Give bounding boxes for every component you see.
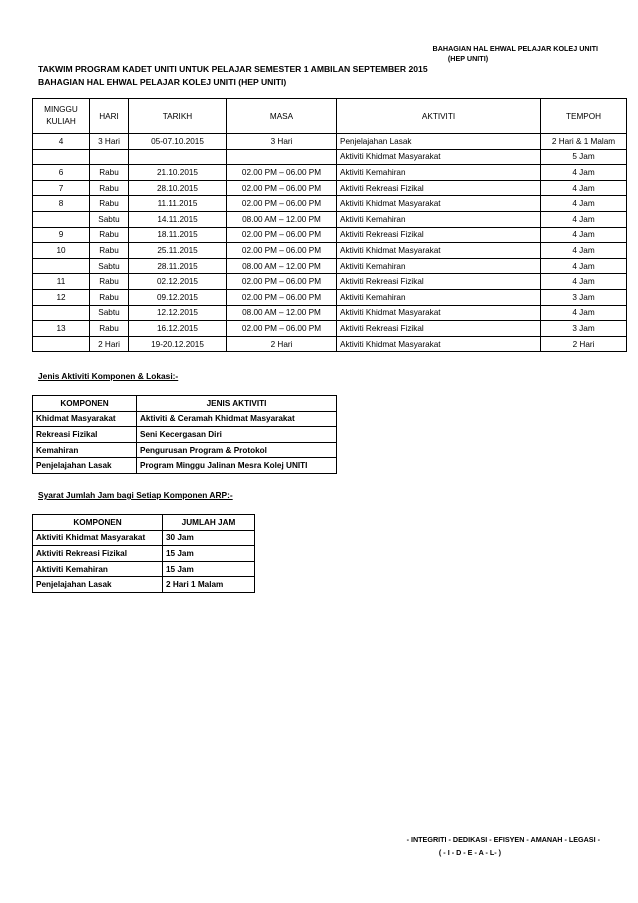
schedule-row (33, 258, 627, 274)
institution-name: BAHAGIAN HAL EHWAL PELAJAR KOLEJ UNITI (432, 44, 598, 53)
cell-minggu: 10 (33, 243, 90, 259)
cell-hari: Sabtu (90, 258, 129, 274)
cell-tempoh: 4 Jam (541, 243, 627, 259)
component-activity-row (33, 442, 337, 458)
cell-hari (90, 149, 129, 165)
cell-jumlah-jam: 2 Hari 1 Malam (163, 577, 255, 593)
cell-tempoh: 4 Jam (541, 305, 627, 321)
hour-requirement-row (33, 530, 255, 546)
hour-requirement-row (33, 546, 255, 562)
institution-header (338, 44, 598, 64)
cell-minggu (33, 305, 90, 321)
hour-requirement-row (33, 577, 255, 593)
cell-minggu: 7 (33, 180, 90, 196)
cell-tempoh: 4 Jam (541, 165, 627, 181)
cell-aktiviti: Aktiviti Kemahiran (337, 165, 541, 181)
component-activity-row (33, 411, 337, 427)
cell-aktiviti: Aktiviti Khidmat Masyarakat (337, 305, 541, 321)
component-activity-body (33, 411, 337, 473)
cell-hari: Sabtu (90, 211, 129, 227)
footer-motto (340, 833, 600, 859)
cell-tempoh: 4 Jam (541, 274, 627, 290)
cell-komponen: Penjelajahan Lasak (33, 458, 137, 474)
schedule-row (33, 227, 627, 243)
cell-masa: 08.00 AM – 12.00 PM (227, 305, 337, 321)
schedule-header-row (33, 99, 627, 134)
col-tarikh-header: TARIKH (129, 99, 227, 134)
cell-komponen: Aktiviti Khidmat Masyarakat (33, 530, 163, 546)
component-activity-table (32, 395, 337, 474)
col-jenis-header: JENIS AKTIVITI (137, 396, 337, 412)
cell-komponen: Khidmat Masyarakat (33, 411, 137, 427)
cell-tempoh: 3 Jam (541, 321, 627, 337)
cell-tarikh: 11.11.2015 (129, 196, 227, 212)
cell-hari: Rabu (90, 227, 129, 243)
cell-tarikh: 14.11.2015 (129, 211, 227, 227)
cell-komponen: Kemahiran (33, 442, 137, 458)
cell-minggu (33, 149, 90, 165)
cell-masa: 02.00 PM – 06.00 PM (227, 321, 337, 337)
cell-minggu: 9 (33, 227, 90, 243)
cell-aktiviti: Aktiviti Rekreasi Fizikal (337, 321, 541, 337)
schedule-row (33, 336, 627, 352)
document-title-line2: BAHAGIAN HAL EHWAL PELAJAR KOLEJ UNITI (HEP UNITI) (38, 77, 287, 87)
col-aktiviti-header: AKTIVITI (337, 99, 541, 134)
cell-masa: 08.00 AM – 12.00 PM (227, 211, 337, 227)
hour-requirement-body (33, 530, 255, 592)
cell-jenis-aktiviti: Aktiviti & Ceramah Khidmat Masyarakat (137, 411, 337, 427)
col-hari-header: HARI (90, 99, 129, 134)
schedule-row (33, 180, 627, 196)
cell-tempoh: 4 Jam (541, 211, 627, 227)
schedule-row (33, 305, 627, 321)
cell-tempoh: 4 Jam (541, 227, 627, 243)
cell-tarikh: 28.11.2015 (129, 258, 227, 274)
schedule-row (33, 165, 627, 181)
cell-aktiviti: Aktiviti Khidmat Masyarakat (337, 196, 541, 212)
cell-tarikh: 18.11.2015 (129, 227, 227, 243)
cell-jenis-aktiviti: Pengurusan Program & Protokol (137, 442, 337, 458)
cell-masa: 2 Hari (227, 336, 337, 352)
cell-masa: 02.00 PM – 06.00 PM (227, 180, 337, 196)
cell-aktiviti: Aktiviti Kemahiran (337, 258, 541, 274)
col-komponen3-header: KOMPONEN (33, 515, 163, 531)
cell-tarikh: 09.12.2015 (129, 289, 227, 305)
cell-tarikh: 12.12.2015 (129, 305, 227, 321)
cell-aktiviti: Aktiviti Kemahiran (337, 289, 541, 305)
cell-jumlah-jam: 15 Jam (163, 561, 255, 577)
cell-tempoh: 5 Jam (541, 149, 627, 165)
cell-jumlah-jam: 15 Jam (163, 546, 255, 562)
col-masa-header: MASA (227, 99, 337, 134)
cell-tarikh: 02.12.2015 (129, 274, 227, 290)
cell-tarikh: 28.10.2015 (129, 180, 227, 196)
cell-minggu: 12 (33, 289, 90, 305)
cell-masa: 3 Hari (227, 134, 337, 150)
cell-masa (227, 149, 337, 165)
component-activity-header-row (33, 396, 337, 412)
schedule-body (33, 134, 627, 352)
cell-tempoh: 4 Jam (541, 258, 627, 274)
cell-aktiviti: Aktiviti Rekreasi Fizikal (337, 274, 541, 290)
col-komponen-header: KOMPONEN (33, 396, 137, 412)
cell-tarikh: 21.10.2015 (129, 165, 227, 181)
cell-minggu: 8 (33, 196, 90, 212)
cell-aktiviti: Aktiviti Khidmat Masyarakat (337, 243, 541, 259)
cell-tarikh: 05-07.10.2015 (129, 134, 227, 150)
cell-aktiviti: Aktiviti Kemahiran (337, 211, 541, 227)
cell-masa: 08.00 AM – 12.00 PM (227, 258, 337, 274)
schedule-row (33, 274, 627, 290)
section2-title: Jenis Aktiviti Komponen & Lokasi:- (38, 371, 179, 381)
cell-masa: 02.00 PM – 06.00 PM (227, 227, 337, 243)
cell-tarikh: 16.12.2015 (129, 321, 227, 337)
cell-tarikh: 19-20.12.2015 (129, 336, 227, 352)
col-tempoh-header: TEMPOH (541, 99, 627, 134)
schedule-row (33, 149, 627, 165)
cell-aktiviti: Aktiviti Khidmat Masyarakat (337, 149, 541, 165)
cell-minggu (33, 258, 90, 274)
schedule-row (33, 211, 627, 227)
cell-minggu: 11 (33, 274, 90, 290)
cell-aktiviti: Aktiviti Khidmat Masyarakat (337, 336, 541, 352)
schedule-row (33, 134, 627, 150)
cell-minggu: 6 (33, 165, 90, 181)
cell-aktiviti: Penjelajahan Lasak (337, 134, 541, 150)
cell-minggu (33, 211, 90, 227)
col-jumlah-header: JUMLAH JAM (163, 515, 255, 531)
component-activity-row (33, 427, 337, 443)
col-minggu-header: MINGGU KULIAH (33, 99, 90, 134)
cell-masa: 02.00 PM – 06.00 PM (227, 289, 337, 305)
cell-aktiviti: Aktiviti Rekreasi Fizikal (337, 227, 541, 243)
footer-motto-line1: - INTEGRITI - DEDIKASI - EFISYEN - AMANAH - LEGASI - (406, 835, 600, 844)
cell-hari: Rabu (90, 180, 129, 196)
cell-masa: 02.00 PM – 06.00 PM (227, 196, 337, 212)
cell-hari: Sabtu (90, 305, 129, 321)
cell-hari: Rabu (90, 165, 129, 181)
cell-tempoh: 3 Jam (541, 289, 627, 305)
cell-komponen: Aktiviti Kemahiran (33, 561, 163, 577)
institution-abbrev: (HEP UNITI) (447, 54, 489, 63)
cell-komponen: Aktiviti Rekreasi Fizikal (33, 546, 163, 562)
schedule-row (33, 289, 627, 305)
cell-hari: 2 Hari (90, 336, 129, 352)
cell-tempoh: 4 Jam (541, 180, 627, 196)
cell-tarikh: 25.11.2015 (129, 243, 227, 259)
cell-tempoh: 2 Hari & 1 Malam (541, 134, 627, 150)
cell-tempoh: 4 Jam (541, 196, 627, 212)
cell-tempoh: 2 Hari (541, 336, 627, 352)
cell-masa: 02.00 PM – 06.00 PM (227, 165, 337, 181)
hour-requirement-header-row (33, 515, 255, 531)
cell-aktiviti: Aktiviti Rekreasi Fizikal (337, 180, 541, 196)
cell-hari: Rabu (90, 321, 129, 337)
cell-minggu: 13 (33, 321, 90, 337)
schedule-row (33, 243, 627, 259)
document-title-line1: TAKWIM PROGRAM KADET UNITI UNTUK PELAJAR SEMESTER 1 AMBILAN SEPTEMBER 2015 (38, 64, 428, 74)
cell-jumlah-jam: 30 Jam (163, 530, 255, 546)
cell-tarikh (129, 149, 227, 165)
cell-jenis-aktiviti: Program Minggu Jalinan Mesra Kolej UNITI (137, 458, 337, 474)
schedule-row (33, 196, 627, 212)
component-activity-row (33, 458, 337, 474)
cell-minggu: 4 (33, 134, 90, 150)
cell-minggu (33, 336, 90, 352)
schedule-table (32, 98, 627, 352)
cell-jenis-aktiviti: Seni Kecergasan Diri (137, 427, 337, 443)
cell-hari: 3 Hari (90, 134, 129, 150)
cell-masa: 02.00 PM – 06.00 PM (227, 243, 337, 259)
cell-hari: Rabu (90, 274, 129, 290)
document-title (38, 63, 428, 89)
schedule-row (33, 321, 627, 337)
footer-motto-line2: ( - I - D - E - A - L- ) (438, 848, 502, 857)
cell-hari: Rabu (90, 289, 129, 305)
hour-requirement-table (32, 514, 255, 593)
cell-komponen: Rekreasi Fizikal (33, 427, 137, 443)
cell-hari: Rabu (90, 196, 129, 212)
hour-requirement-row (33, 561, 255, 577)
cell-komponen: Penjelajahan Lasak (33, 577, 163, 593)
section3-title: Syarat Jumlah Jam bagi Setiap Komponen ARP:- (38, 490, 233, 500)
cell-masa: 02.00 PM – 06.00 PM (227, 274, 337, 290)
cell-hari: Rabu (90, 243, 129, 259)
